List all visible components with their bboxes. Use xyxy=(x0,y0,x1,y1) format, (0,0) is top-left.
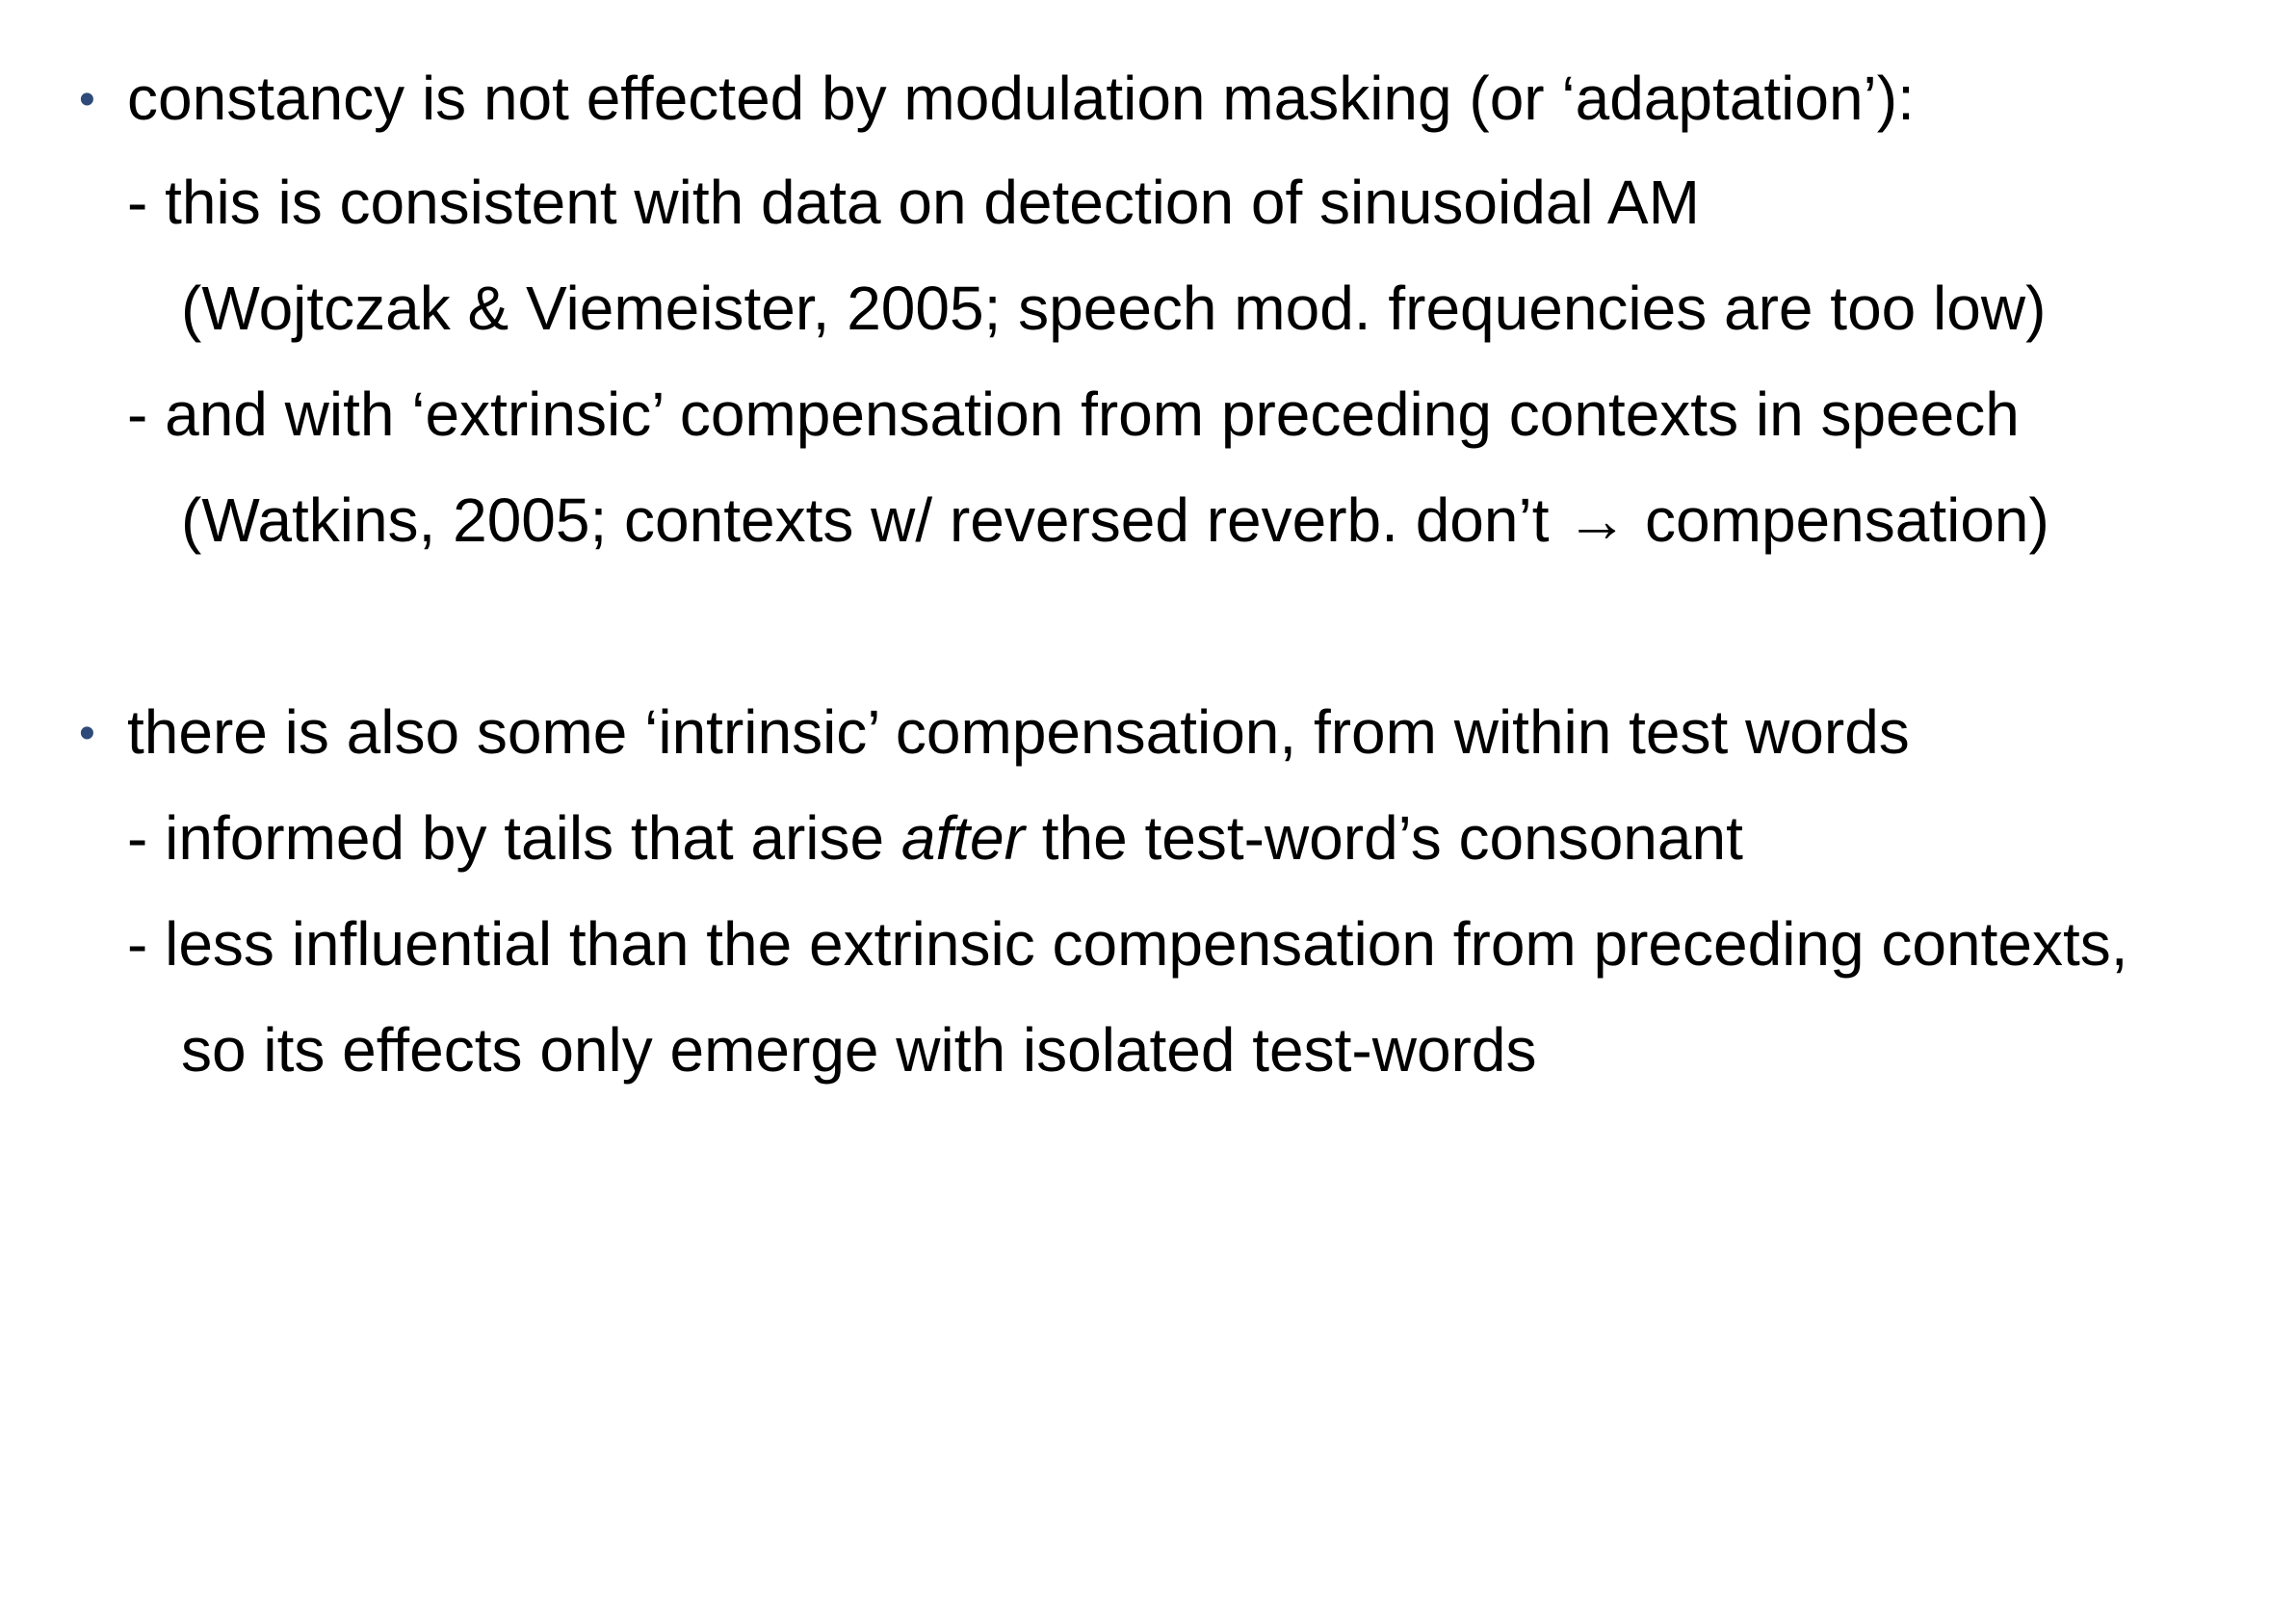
bullet-1-sub-1-line-2: (Wojtczak & Viemeister, 2005; speech mod. frequencies are too low) xyxy=(181,274,2047,343)
bullet-marker: • xyxy=(79,708,95,759)
bullet-2-sub-2-line-1: - less influential than the extrinsic compensation from preceding contexts, xyxy=(127,909,2128,979)
bullet-2-sub-1-line-1 xyxy=(127,803,1743,873)
bullet-2-sub-1-before: - informed by tails that arise xyxy=(127,803,901,873)
bullet-1-sub-1-line-1: - this is consistent with data on detection of sinusoidal AM xyxy=(127,168,1700,237)
bullet-2-text: there is also some ‘intrinsic’ compensation, from within test words xyxy=(127,697,1910,767)
bullet-1-text: constancy is not effected by modulation masking (or ‘adaptation’): xyxy=(127,64,1915,133)
bullet-2-sub-1-emphasis: after xyxy=(900,803,1025,873)
bullet-2-sub-1-after: the test-word’s consonant xyxy=(1024,803,1743,873)
bullet-marker: • xyxy=(79,74,95,125)
bullet-1-sub-2-line-1: - and with ‘extrinsic’ compensation from preceding contexts in speech xyxy=(127,379,2020,449)
bullet-1-sub-2-line-2: (Watkins, 2005; contexts w/ reversed reverb. don’t → compensation) xyxy=(181,485,2049,555)
bullet-2-sub-2-line-2: so its effects only emerge with isolated test-words xyxy=(181,1015,1537,1085)
